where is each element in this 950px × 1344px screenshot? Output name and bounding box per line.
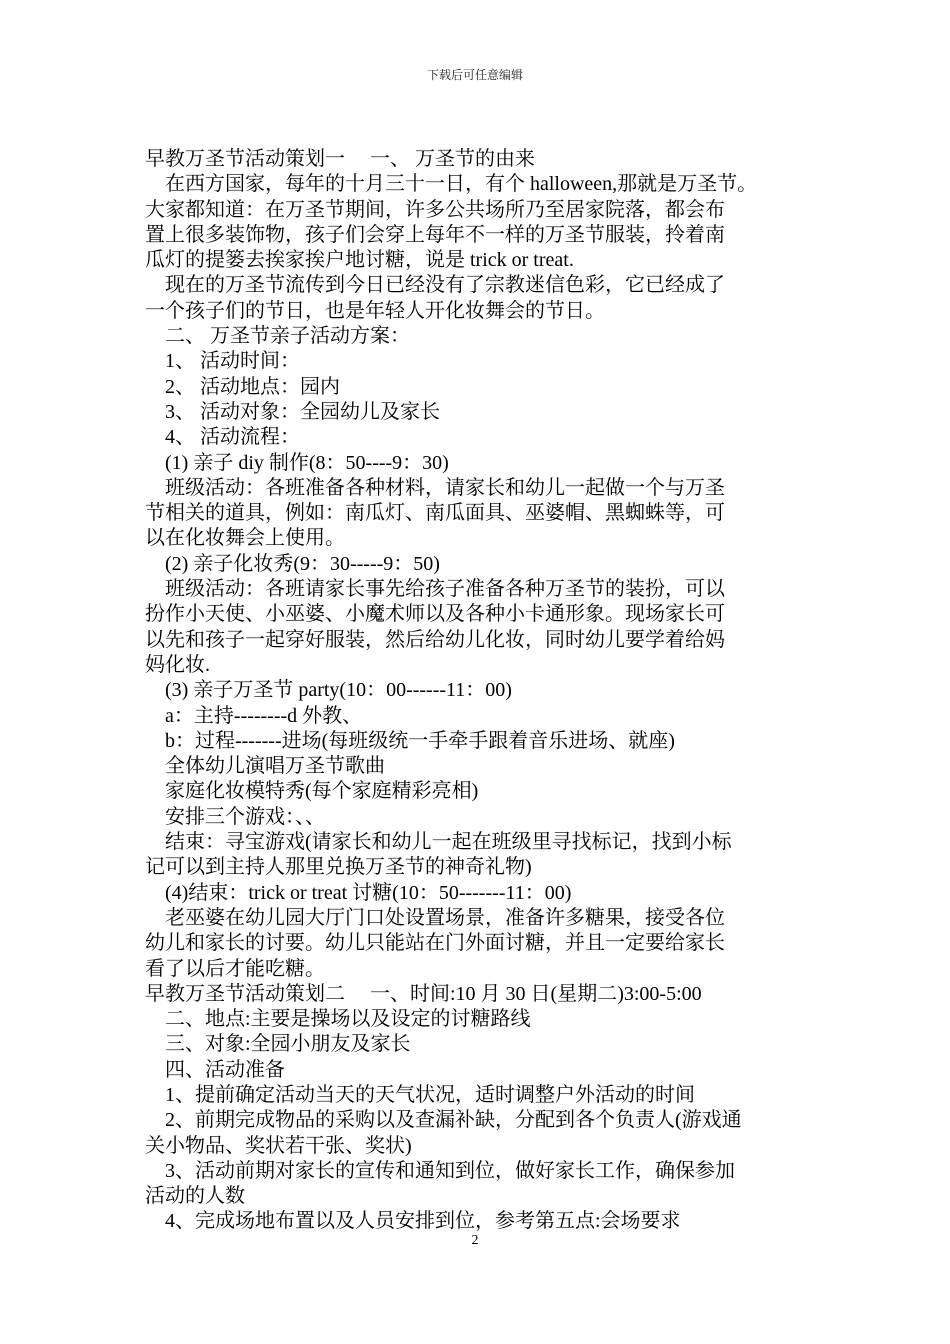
- document-body: [145, 147, 815, 1235]
- text-line: 2、前期完成物品的采购以及查漏补缺，分配到各个负责人(游戏通: [145, 1109, 742, 1132]
- text-line: 结束：寻宝游戏(请家长和幼儿一起在班级里寻找标记，找到小标: [145, 831, 732, 854]
- text-line: 二、 万圣节亲子活动方案：: [145, 325, 410, 348]
- text-line: 一个孩子们的节日，也是年轻人开化妆舞会的节日。: [145, 299, 605, 322]
- text-line: 三、对象:全园小朋友及家长: [145, 1033, 411, 1056]
- text-line: 幼儿和家长的讨要。幼儿只能站在门外面讨糖，并且一定要给家长: [145, 932, 725, 955]
- text-line: (1) 亲子 diy 制作(8：50----9：30): [145, 451, 449, 474]
- text-line: 记可以到主持人那里兑换万圣节的神奇礼物): [145, 856, 532, 879]
- text-line: 大家都知道：在万圣节期间，许多公共场所乃至居家院落，都会布: [145, 198, 725, 221]
- text-line: 1、提前确定活动当天的天气状况，适时调整户外活动的时间: [145, 1083, 695, 1106]
- text-line: 班级活动：各班准备各种材料，请家长和幼儿一起做一个与万圣: [145, 476, 725, 499]
- text-line: 老巫婆在幼儿园大厅门口处设置场景，准备许多糖果，接受各位: [145, 906, 725, 929]
- text-line: 以先和孩子一起穿好服装，然后给幼儿化妆，同时幼儿要学着给妈: [145, 628, 725, 651]
- text-line: 现在的万圣节流传到今日已经没有了宗教迷信色彩，它已经成了: [145, 274, 725, 297]
- text-line: 4、 活动流程：: [145, 426, 300, 449]
- text-line: 家庭化妆模特秀(每个家庭精彩亮相): [145, 780, 479, 803]
- text-line: 早教万圣节活动策划二 一、时间:10 月 30 日(星期二)3:00-5:00: [145, 982, 702, 1005]
- text-line: 3、活动前期对家长的宣传和通知到位，做好家长工作，确保参加: [145, 1159, 735, 1182]
- text-line: 瓜灯的提篓去挨家挨户地讨糖，说是 trick or treat.: [145, 249, 574, 272]
- text-line: 节相关的道具，例如：南瓜灯、南瓜面具、巫婆帽、黑蜘蛛等，可: [145, 502, 725, 525]
- text-line: 全体幼儿演唱万圣节歌曲: [145, 755, 385, 778]
- page-header: 下载后可任意编辑: [426, 68, 523, 82]
- text-line: a：主持--------d 外教、: [145, 704, 363, 727]
- text-line: 四、活动准备: [145, 1058, 285, 1081]
- text-line: 班级活动：各班请家长事先给孩子准备各种万圣节的装扮，可以: [145, 578, 725, 601]
- page-number: 2: [471, 1233, 479, 1248]
- text-line: 看了以后才能吃糖。: [145, 957, 325, 980]
- text-line: (4)结束：trick or treat 讨糖(10：50-------11：00): [145, 881, 572, 904]
- text-line: 早教万圣节活动策划一 一、 万圣节的由来: [145, 148, 535, 170]
- text-line: b：过程-------进场(每班级统一手牵手跟着音乐进场、就座): [145, 729, 675, 752]
- text-line: 活动的人数: [145, 1185, 245, 1208]
- text-line: (3) 亲子万圣节 party(10：00------11：00): [145, 679, 512, 702]
- text-line: 在西方国家，每年的十月三十一日，有个 halloween,那就是万圣节。: [145, 173, 758, 196]
- text-line: 安排三个游戏：、、: [145, 805, 325, 828]
- text-line: 扮作小天使、小巫婆、小魔术师以及各种小卡通形象。现场家长可: [145, 603, 725, 626]
- text-line: 关小物品、奖状若干张、奖状): [145, 1134, 412, 1157]
- text-line: (2) 亲子化妆秀(9：30-----9：50): [145, 552, 440, 575]
- text-line: 2、 活动地点：园内: [145, 375, 340, 398]
- text-line: 妈化妆.: [145, 653, 210, 676]
- text-line: 置上很多装饰物，孩子们会穿上每年不一样的万圣节服装，拎着南: [145, 223, 725, 246]
- text-line: 二、地点:主要是操场以及设定的讨糖路线: [145, 1008, 531, 1031]
- text-line: 4、完成场地布置以及人员安排到位，参考第五点:会场要求: [145, 1210, 681, 1233]
- text-line: 3、 活动对象：全园幼儿及家长: [145, 400, 440, 423]
- text-line: 以在化妆舞会上使用。: [145, 527, 345, 550]
- text-line: 1、 活动时间：: [145, 350, 300, 373]
